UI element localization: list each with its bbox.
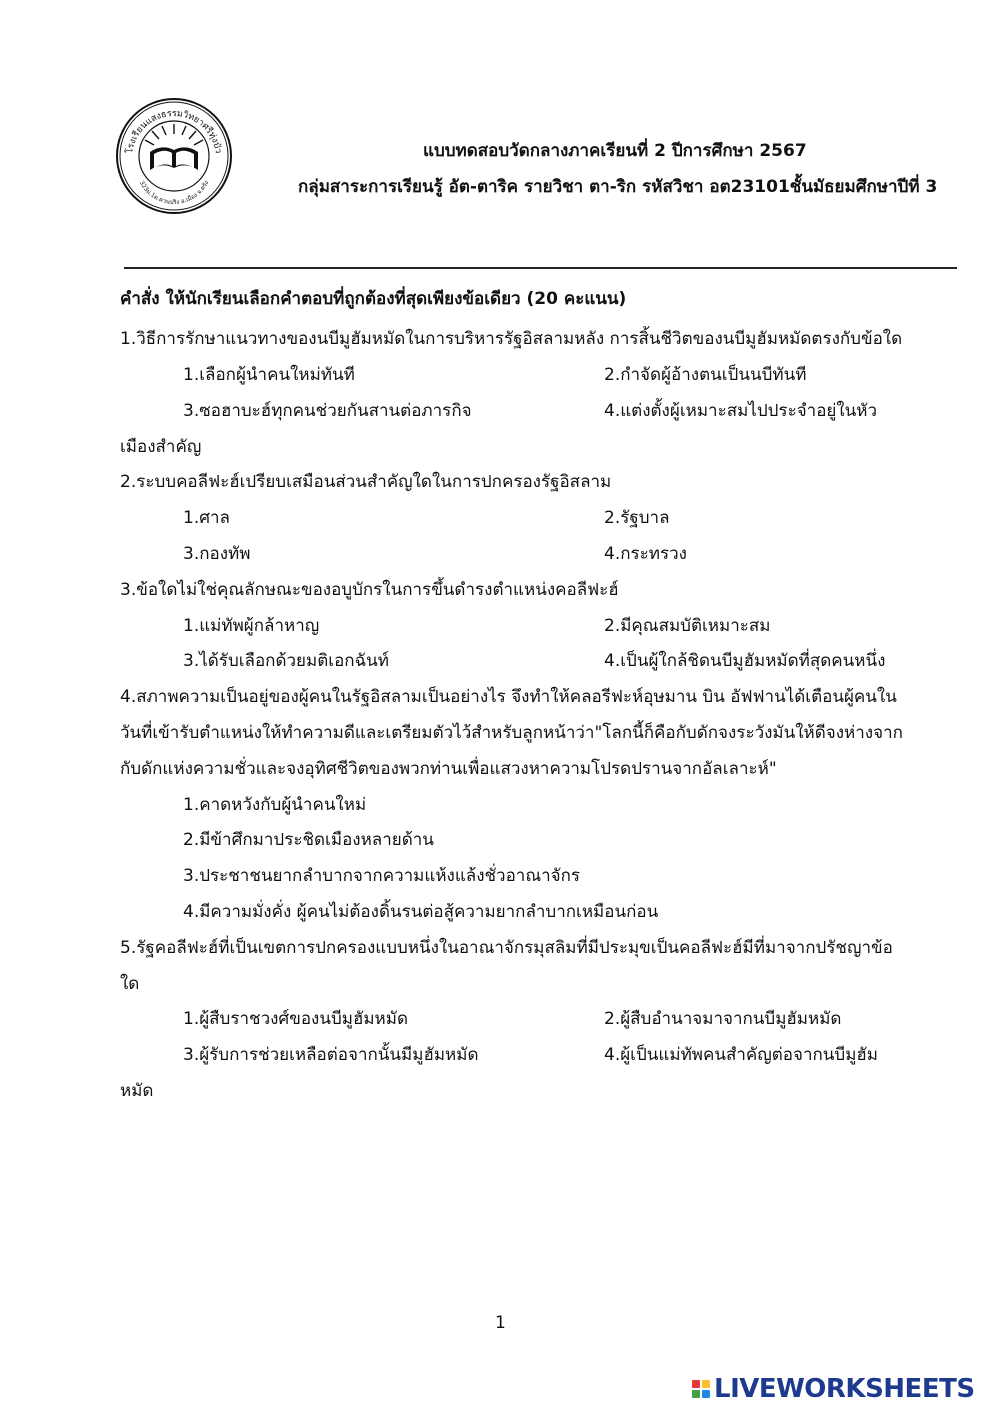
- subject-line: กลุ่มสาระการเรียนรู้ อัต-ตาริค รายวิชา ตา-ริก รหัสวิชา อต23101ชั้นมัธยมศึกษาปีที่ 3: [298, 177, 938, 197]
- q4-option-4[interactable]: 4.มีความมั่งคั่ง ผู้คนไม่ต้องดิ้นรนต่อสู้ความยากลำบากเหมือนก่อน: [183, 902, 659, 922]
- question-5-line-2: ใด: [120, 974, 140, 994]
- q2-option-1[interactable]: 1.ศาล: [183, 508, 230, 528]
- liveworksheets-watermark: [692, 1376, 975, 1402]
- q3-option-2[interactable]: 2.มีคุณสมบัติเหมาะสม: [604, 616, 771, 636]
- q1-option-1[interactable]: 1.เลือกผู้นำคนใหม่ทันที: [183, 365, 355, 385]
- logo-bottom-text: 323ม.1ต.ควนปริง อ.เมือง จ.ตรัง: [137, 179, 211, 207]
- q1-option-4-wrap: เมืองสำคัญ: [120, 437, 202, 457]
- question-2: 2.ระบบคอลีฟะฮ์เปรียบเสมือนส่วนสำคัญใดในการปกครองรัฐอิสลาม: [120, 472, 612, 492]
- liveworksheets-text: LIVEWORKSHEETS: [714, 1374, 975, 1404]
- question-5-line-1: 5.รัฐคอลีฟะฮ์ที่เป็นเขตการปกครองแบบหนึ่งในอาณาจักรมุสลิมที่มีประมุขเป็นคอลีฟะฮ์มีที่มาจากปรัชญาข้อ: [120, 938, 893, 958]
- liveworksheets-logo-icon: [692, 1380, 710, 1398]
- q1-option-3[interactable]: 3.ซอฮาบะฮ์ทุกคนช่วยกันสานต่อภารกิจ: [183, 401, 472, 421]
- q3-option-3[interactable]: 3.ได้รับเลือกด้วยมติเอกฉันท์: [183, 651, 389, 671]
- q2-option-3[interactable]: 3.กองทัพ: [183, 544, 251, 564]
- svg-text:323ม.1ต.ควนปริง อ.เมือง จ.ตรัง: [138, 180, 211, 206]
- q5-option-3[interactable]: 3.ผู้รับการช่วยเหลือต่อจากนั้นมีมูฮัมหมัด: [183, 1045, 479, 1065]
- q3-option-4[interactable]: 4.เป็นผู้ใกล้ชิดนบีมูฮัมหมัดที่สุดคนหนึ่ง: [604, 651, 886, 671]
- page-number: 1: [495, 1313, 506, 1333]
- q4-option-3[interactable]: 3.ประชาชนยากลำบากจากความแห้งแล้งชั่วอาณาจักร: [183, 866, 581, 886]
- school-logo: [114, 96, 234, 216]
- q1-option-4[interactable]: 4.แต่งตั้งผู้เหมาะสมไปประจำอยู่ในหัว: [604, 401, 878, 421]
- instruction: คำสั่ง ให้นักเรียนเลือกคำตอบที่ถูกต้องที่สุดเพียงข้อเดียว (20 คะแนน): [120, 289, 627, 309]
- q3-option-1[interactable]: 1.แม่ทัพผู้กล้าหาญ: [183, 616, 320, 636]
- q5-option-1[interactable]: 1.ผู้สืบราชวงศ์ของนบีมูฮัมหมัด: [183, 1009, 408, 1029]
- q2-option-4[interactable]: 4.กระทรวง: [604, 544, 687, 564]
- q4-option-1[interactable]: 1.คาดหวังกับผู้นำคนใหม่: [183, 795, 367, 815]
- q5-option-4[interactable]: 4.ผู้เป็นแม่ทัพคนสำคัญต่อจากนบีมูฮัม: [604, 1045, 879, 1065]
- question-4-line-3: กับดักแห่งความชั่วและจงอุทิศชีวิตของพวกท่านเพื่อแสวงหาความโปรดปรานจากอัลเลาะห์": [120, 759, 777, 779]
- question-3: 3.ข้อใดไม่ใช่คุณลักษณะของอบูบักรในการขึ้นดำรงตำแหน่งคอลีฟะฮ์: [120, 580, 619, 600]
- logo-arc-text: โรงเรียนแสงธรรมวิทยาศรีทุ่งบัว: [125, 108, 223, 155]
- q2-option-2[interactable]: 2.รัฐบาล: [604, 508, 670, 528]
- question-4-line-2: วันที่เข้ารับตำแหน่งให้ทำความดีและเตรียมตัวไว้สำหรับลูกหน้าว่า"โลกนี้ก็คือกับดักจงระวังมันให้ดีจงห่างจาก: [120, 723, 903, 743]
- question-1: 1.วิธีการรักษาแนวทางของนบีมูฮัมหมัดในการบริหารรัฐอิสลามหลัง การสิ้นชีวิตของนบีมูฮัมหมัดตรงกับข้อใด: [120, 329, 903, 349]
- q4-option-2[interactable]: 2.มีข้าศึกมาประชิดเมืองหลายด้าน: [183, 830, 434, 850]
- q5-option-4-wrap: หมัด: [120, 1081, 154, 1101]
- question-4-line-1: 4.สภาพความเป็นอยู่ของผู้คนในรัฐอิสลามเป็นอย่างไร จึงทำให้คลอรีฟะห์อุษมาน บิน อัฟฟานได้เตือนผู้คนใน: [120, 687, 897, 707]
- header-divider: [124, 267, 957, 269]
- exam-title: แบบทดสอบวัดกลางภาคเรียนที่ 2 ปีการศึกษา 2567: [423, 141, 807, 161]
- q5-option-2[interactable]: 2.ผู้สืบอำนาจมาจากนบีมูฮัมหมัด: [604, 1009, 842, 1029]
- q1-option-2[interactable]: 2.กำจัดผู้อ้างตนเป็นนบีทันที: [604, 365, 807, 385]
